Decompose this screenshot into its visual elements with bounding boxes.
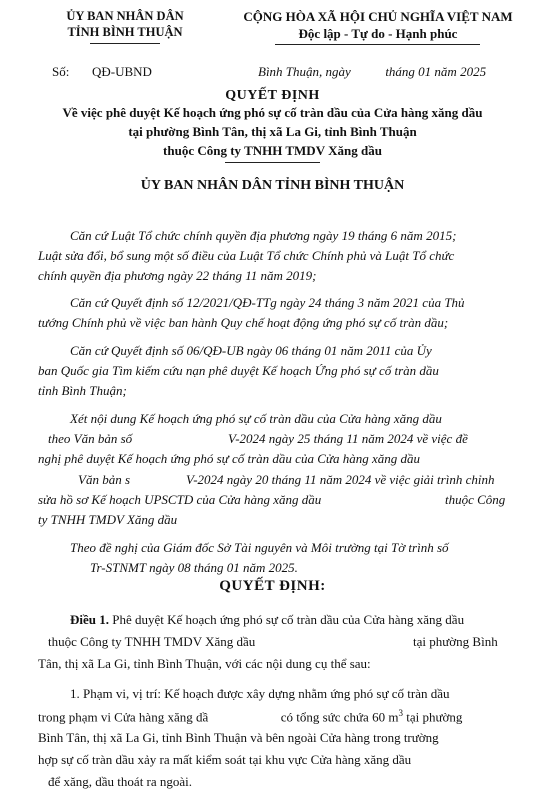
- article1-text1: Phê duyệt Kế hoạch ứng phó sự cố tràn dầu của Cửa hàng xăng dầu: [112, 612, 465, 627]
- doc-number: QĐ-UBND: [92, 64, 152, 79]
- doc-number-label: Số:: [52, 64, 70, 79]
- decision-heading: QUYẾT ĐỊNH:: [219, 578, 326, 594]
- article1-line1: [70, 612, 464, 628]
- issuer-line1: ỦY BAN NHÂN DÂN: [66, 9, 184, 23]
- article1-line2a: thuộc Công ty TNHH TMDV Xăng dầu: [48, 634, 256, 649]
- subject-line3: thuộc Công ty TNHH TMDV Xăng dầu: [163, 143, 382, 158]
- council-name: ỦY BAN NHÂN DÂN TỈNH BÌNH THUẬN: [140, 178, 405, 193]
- month-year: tháng 01 năm 2025: [385, 64, 487, 79]
- item1-line2b: có tổng sức chứa 60 m: [280, 709, 399, 725]
- preamble-2-line2: tướng Chính phủ về việc ban hành Quy chế hoạt động ứng phó sự cố tràn dầu;: [38, 315, 449, 330]
- preamble-4-line5b: thuộc Công: [445, 492, 506, 507]
- item1-line3: Bình Tân, thị xã La Gi, tỉnh Bình Thuận và bên ngoài Cửa hàng trong trường: [38, 730, 439, 745]
- preamble-4-line2a: theo Văn bản số: [48, 431, 133, 446]
- preamble-4-line6: ty TNHH TMDV Xăng dầu: [38, 512, 178, 527]
- preamble-4-line1: Xét nội dung Kế hoạch ứng phó sự cố tràn dầu của Cửa hàng xăng dầu: [70, 411, 442, 426]
- place-date: [258, 64, 486, 80]
- issuer-block: [40, 8, 210, 40]
- item1-line2c: tại phường: [406, 709, 463, 725]
- preamble-4-line4a: Văn bản s: [78, 472, 130, 487]
- place-day: Bình Thuận, ngày: [258, 64, 351, 79]
- preamble-2-line1: Căn cứ Quyết định số 12/2021/QĐ-TTg ngày 24 tháng 3 năm 2021 của Thủ: [70, 295, 465, 310]
- motto: Độc lập - Tự do - Hạnh phúc: [298, 26, 458, 41]
- motto-underline: [275, 44, 480, 45]
- national-name: CỘNG HÒA XÃ HỘI CHỦ NGHĨA VIỆT NAM: [243, 9, 513, 24]
- document-type: QUYẾT ĐỊNH: [225, 88, 320, 103]
- preamble-4-line2b: V-2024 ngày 25 tháng 11 năm 2024 về việc đề: [228, 431, 468, 446]
- item1-line5: để xăng, dầu thoát ra ngoài.: [48, 774, 193, 789]
- article1-line3: Tân, thị xã La Gi, tỉnh Bình Thuận, với các nội dung cụ thể sau:: [38, 656, 371, 671]
- subject-underline: [225, 162, 320, 163]
- preamble-5-line1: Theo đề nghị của Giám đốc Sở Tài nguyên và Môi trường tại Tờ trình số: [70, 540, 449, 555]
- preamble-3-line1: Căn cứ Quyết định số 06/QĐ-UB ngày 06 tháng 01 năm 2011 của Ủy: [70, 343, 432, 358]
- preamble-4-line4b: V-2024 ngày 20 tháng 11 năm 2024 về việc giải trình chỉnh: [186, 472, 495, 487]
- item1-sup: 3: [398, 708, 403, 718]
- subject-line2: tại phường Bình Tân, thị xã La Gi, tỉnh Bình Thuận: [128, 124, 417, 139]
- preamble-4-line5a: sửa hồ sơ Kế hoạch UPSCTD của Cửa hàng xăng dầu: [38, 492, 322, 507]
- subject-line1: Về việc phê duyệt Kế hoạch ứng phó sự cố tràn dầu của Cửa hàng xăng dầu: [62, 105, 483, 120]
- preamble-1-line1: Căn cứ Luật Tổ chức chính quyền địa phương ngày 19 tháng 6 năm 2015;: [70, 228, 457, 243]
- item1-line4: hợp sự cố tràn dầu xảy ra mất kiểm soát tại khu vực Cửa hàng xăng dầu: [38, 752, 412, 767]
- preamble-1-line2: Luật sửa đổi, bổ sung một số điều của Luật Tổ chức Chính phủ và Luật Tổ chức: [38, 248, 455, 263]
- item1-line2: [38, 708, 462, 725]
- issuer-underline: [90, 43, 160, 44]
- preamble-1-line3: chính quyền địa phương ngày 22 tháng 11 năm 2019;: [38, 268, 317, 283]
- article1-label: Điều 1.: [70, 612, 109, 627]
- article1-line2b: tại phường Bình: [413, 634, 498, 649]
- issuer-line2: TỈNH BÌNH THUẬN: [67, 25, 183, 39]
- item1-line1: 1. Phạm vi, vị trí: Kế hoạch được xây dựng nhằm ứng phó sự cố tràn dầu: [70, 686, 450, 701]
- preamble-3-line2: ban Quốc gia Tìm kiếm cứu nạn phê duyệt Kế hoạch Ứng phó sự cố tràn dầu: [38, 363, 439, 378]
- national-motto-block: [218, 8, 538, 42]
- item1-line2a: trong phạm vi Cửa hàng xăng dầ: [38, 709, 209, 725]
- preamble-4-line3: nghị phê duyệt Kế hoạch ứng phó sự cố tràn dầu của Cửa hàng xăng dầu: [38, 451, 420, 466]
- preamble-5-line2: Tr-STNMT ngày 08 tháng 01 năm 2025.: [90, 560, 298, 575]
- preamble-3-line3: tỉnh Bình Thuận;: [38, 383, 127, 398]
